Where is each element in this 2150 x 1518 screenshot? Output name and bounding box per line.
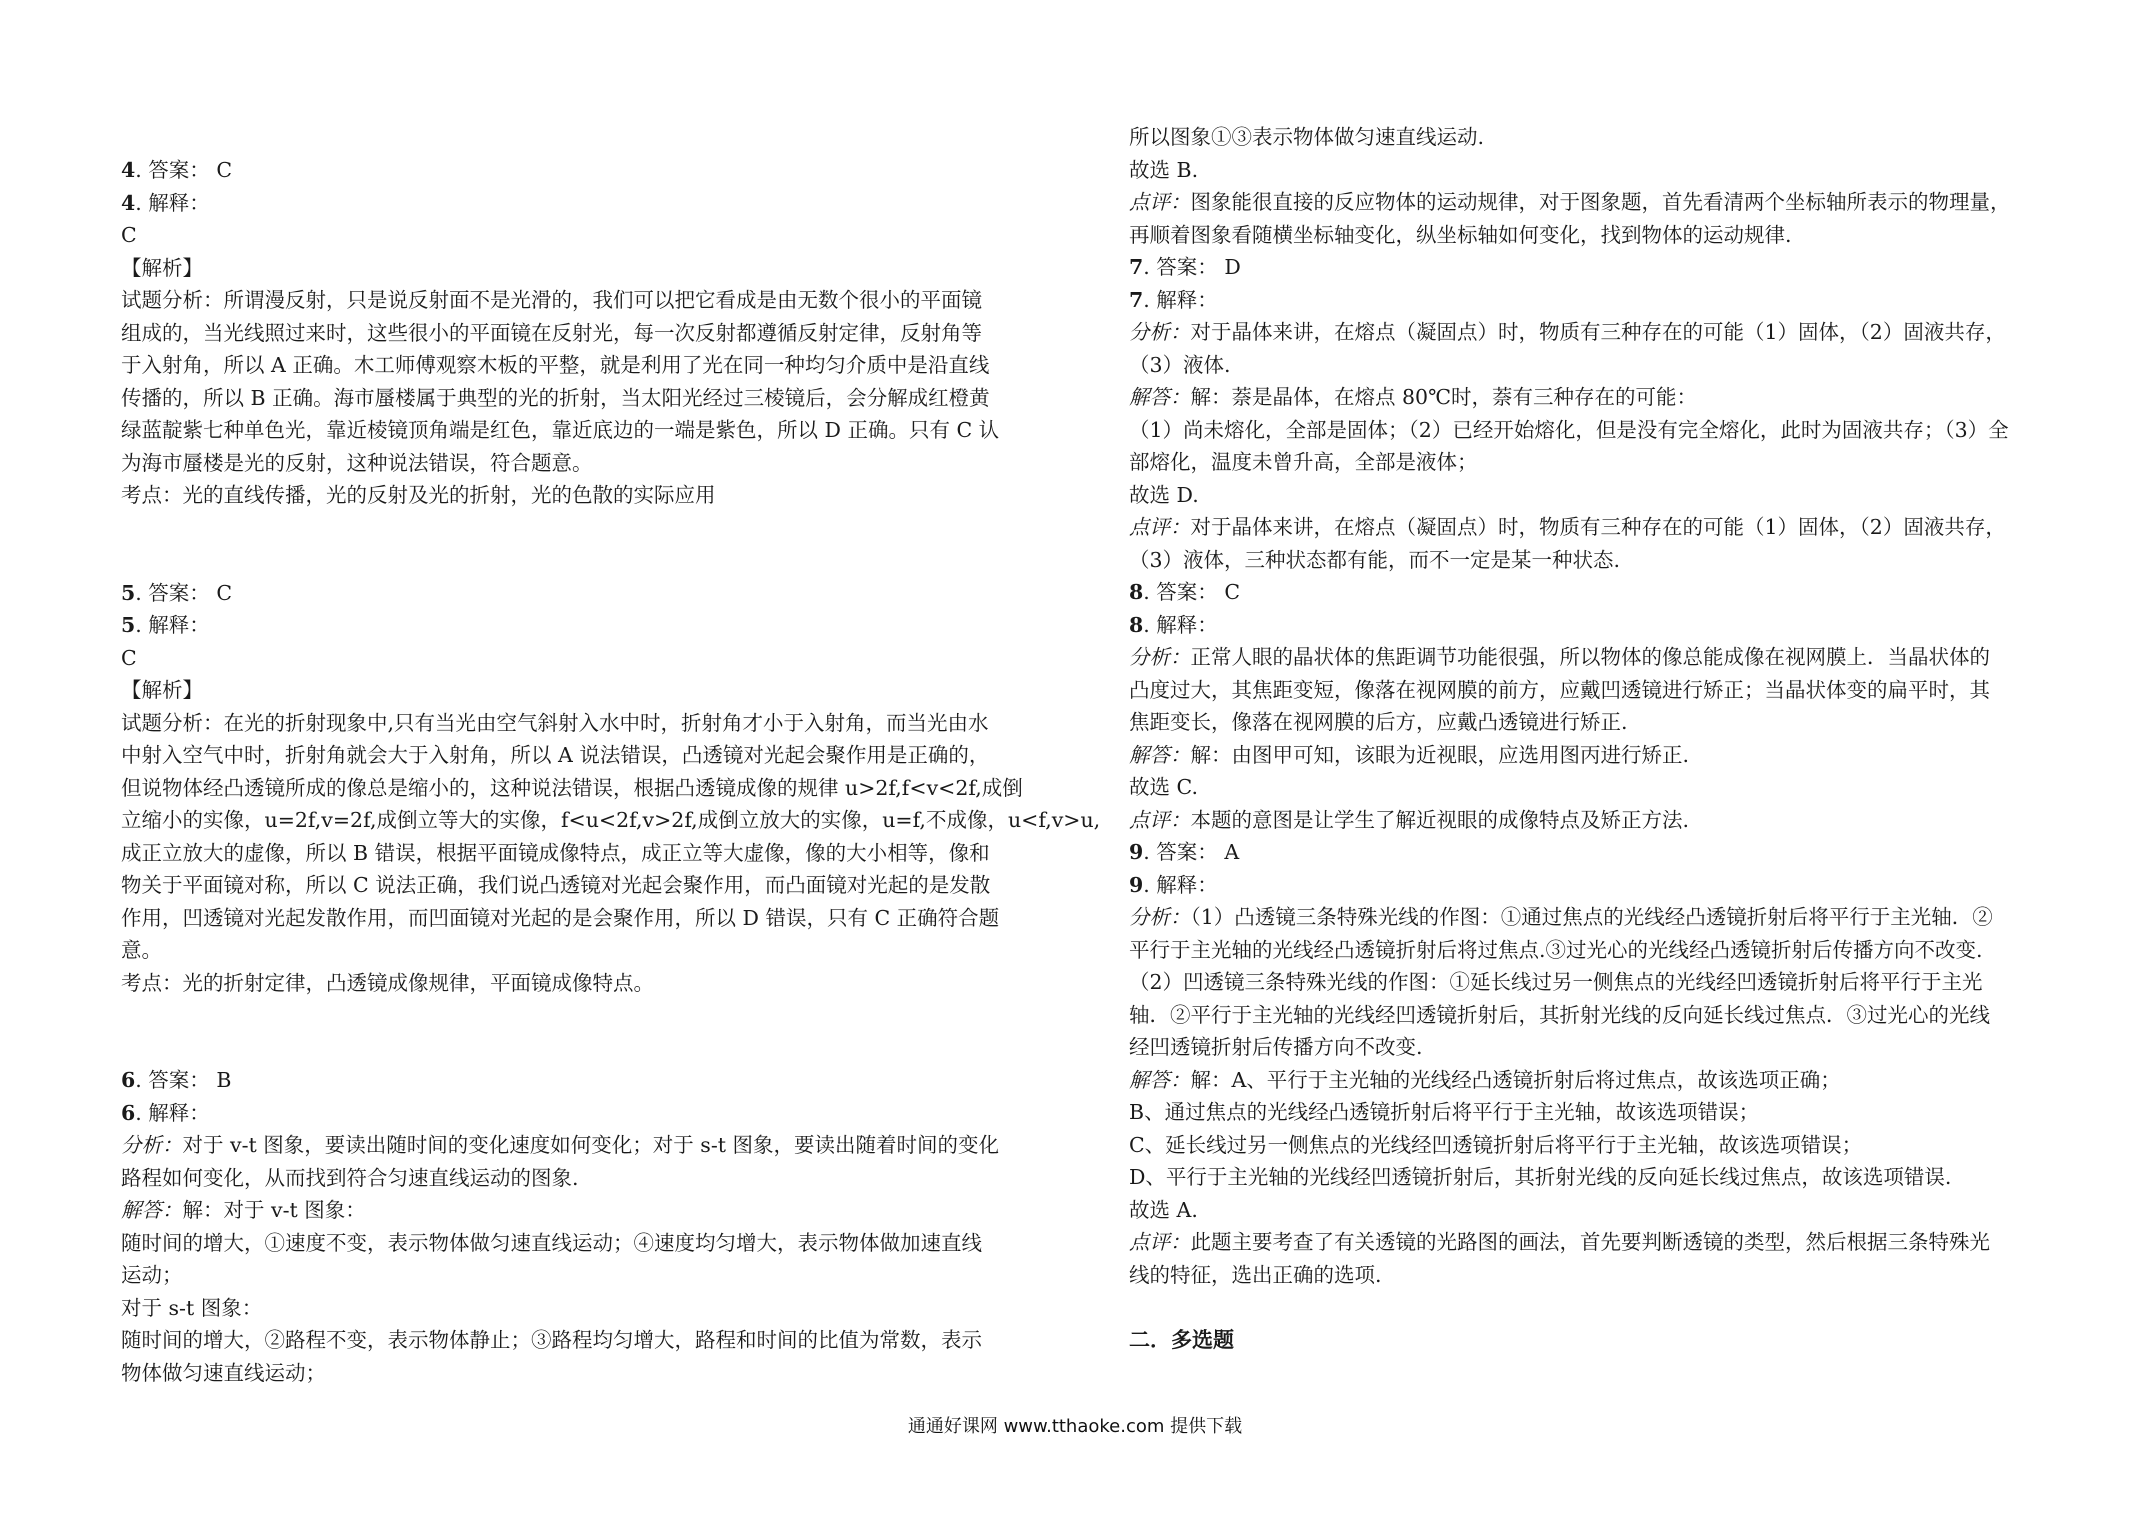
line-text: 正常人眼的晶状体的焦距调节功能很强，所以物体的像总能成像在视网膜上．当晶状体的 xyxy=(1190,645,1990,669)
text-line xyxy=(121,837,1100,870)
section-label: 解答： xyxy=(1129,385,1191,409)
line-text: 对于 v-t 图象，要读出随时间的变化速度如何变化；对于 s-t 图象，要读出随着时间的变化 xyxy=(182,1133,999,1157)
text-line xyxy=(1129,284,2011,317)
blank-line xyxy=(121,512,1100,545)
text-line xyxy=(121,1259,1100,1292)
section-label: 点评： xyxy=(1129,190,1191,214)
line-text: B、通过焦点的光线经凸透镜折射后将平行于主光轴，故该选项错误； xyxy=(1129,1100,1760,1124)
text-line xyxy=(121,1324,1100,1357)
text-line xyxy=(1129,479,2011,512)
line-text: . 答案： B xyxy=(135,1068,232,1092)
text-line xyxy=(121,1227,1100,1260)
text-line xyxy=(1129,576,2011,609)
blank-line xyxy=(121,999,1100,1032)
line-text: 故选 B. xyxy=(1129,157,1199,182)
line-text: 焦距变长，像落在视网膜的后方，应戴凸透镜进行矫正. xyxy=(1129,710,1628,734)
section-label: 分析： xyxy=(1129,905,1191,929)
line-text: 对于晶体来讲，在熔点（凝固点）时，物质有三种存在的可能（1）固体，（2）固液共存， xyxy=(1190,320,2006,344)
text-line xyxy=(1129,544,2011,577)
line-text: . 解释： xyxy=(135,1100,210,1125)
text-line xyxy=(121,479,1100,512)
line-text: 此题主要考查了有关透镜的光路图的画法，首先要判断透镜的类型，然后根据三条特殊光 xyxy=(1190,1230,1990,1254)
text-line xyxy=(121,609,1100,642)
text-line xyxy=(121,869,1100,902)
text-line xyxy=(121,1162,1100,1195)
line-text: 成正立放大的虚像，所以 B 错误，根据平面镜成像特点，成正立等大虚像，像的大小相等，像和 xyxy=(121,840,990,865)
line-text: （1）尚未熔化，全部是固体；（2）已经开始熔化，但是没有完全熔化，此时为固液共存；（3）全 xyxy=(1129,417,2009,442)
question-number: 5 xyxy=(121,613,136,637)
line-text: 但说物体经凸透镜所成的像总是缩小的，这种说法错误，根据凸透镜成像的规律 u>2f,f<v<2f,成倒 xyxy=(121,775,1023,800)
line-text: 对于 s-t 图象： xyxy=(121,1295,263,1320)
line-text: 解：萘是晶体，在熔点 80℃时，萘有三种存在的可能： xyxy=(1190,385,1698,409)
text-line xyxy=(121,382,1100,415)
line-text: （3）液体. xyxy=(1129,352,1231,377)
line-text: 试题分析：在光的折射现象中,只有当光由空气斜射入水中时，折射角才小于入射角，而当光由水 xyxy=(121,710,989,735)
line-text: . 答案： C xyxy=(135,158,232,182)
line-text: 立缩小的实像，u=2f,v=2f,成倒立等大的实像，f<u<2f,v>2f,成倒立放大的实像，u=f,不成像，u<f,v>u, xyxy=(121,808,1101,832)
line-text: 解：对于 v-t 图象： xyxy=(182,1198,366,1222)
text-line xyxy=(1129,1096,2011,1129)
line-text: . 答案： A xyxy=(1143,840,1240,864)
text-line xyxy=(121,674,1100,707)
text-line xyxy=(1129,901,2011,934)
text-line xyxy=(121,1194,1100,1227)
line-text: 随时间的增大，①速度不变，表示物体做匀速直线运动；④速度均匀增大，表示物体做加速直线 xyxy=(121,1230,982,1255)
text-line xyxy=(1129,349,2011,382)
text-line xyxy=(121,1097,1100,1130)
text-line xyxy=(121,1357,1100,1390)
text-line xyxy=(1129,251,2011,284)
question-number: 4 xyxy=(121,158,136,182)
line-text: 凸度过大，其焦距变短，像落在视网膜的前方，应戴凹透镜进行矫正；当晶状体变的扁平时，其 xyxy=(1129,677,1990,702)
line-text: 绿蓝靛紫七种单色光，靠近棱镜顶角端是红色，靠近底边的一端是紫色，所以 D 正确。只有 C 认 xyxy=(121,418,1000,442)
text-line xyxy=(121,252,1100,285)
page-footer: 通通好课网 www.tthaoke.com 提供下载 xyxy=(907,1416,1243,1437)
text-line xyxy=(1129,316,2011,349)
line-text: . 解释： xyxy=(1143,872,1218,897)
question-number: 5 xyxy=(121,580,136,605)
right-column xyxy=(1129,121,2011,1356)
question-number: 7 xyxy=(1129,287,1144,312)
text-line xyxy=(1129,414,2011,447)
line-text: D、平行于主光轴的光线经凹透镜折射后，其折射光线的反向延长线过焦点，故该选项错误. xyxy=(1129,1165,1952,1189)
line-text: （1）凸透镜三条特殊光线的作图：①通过焦点的光线经凸透镜折射后将平行于主光轴．② xyxy=(1190,905,1993,929)
text-line xyxy=(121,284,1100,317)
question-number: 8 xyxy=(1129,580,1144,604)
text-line xyxy=(1129,869,2011,902)
blank-line xyxy=(1129,1291,2011,1324)
blank-line xyxy=(121,544,1100,577)
text-line xyxy=(1129,1031,2011,1064)
text-line xyxy=(121,1292,1100,1325)
line-text: 传播的，所以 B 正确。海市蜃楼属于典型的光的折射，当太阳光经过三棱镜后，会分解成红橙黄 xyxy=(121,385,990,410)
line-text: 于入射角，所以 A 正确。木工师傅观察木板的平整，就是利用了光在同一种均匀介质中是沿直线 xyxy=(121,353,990,377)
text-line xyxy=(1129,706,2011,739)
line-text: 轴．②平行于主光轴的光线经凹透镜折射后，其折射光线的反向延长线过焦点．③过光心的光线 xyxy=(1129,1002,1990,1027)
text-line xyxy=(1129,934,2011,967)
text-line xyxy=(121,1129,1100,1162)
line-text: （2）凹透镜三条特殊光线的作图：①延长线过另一侧焦点的光线经凹透镜折射后将平行于主光 xyxy=(1129,970,1983,994)
section-label: 分析： xyxy=(121,1133,183,1157)
line-text: . 答案： C xyxy=(135,580,232,605)
line-text: 物体做匀速直线运动； xyxy=(121,1360,326,1385)
line-text: 故选 D. xyxy=(1129,482,1199,507)
text-line xyxy=(1129,836,2011,869)
line-text: 组成的，当光线照过来时，这些很小的平面镜在反射光，每一次反射都遵循反射定律，反射角等 xyxy=(121,320,982,345)
text-line xyxy=(1129,1226,2011,1259)
text-line xyxy=(121,447,1100,480)
line-text: 作用，凹透镜对光起发散作用，而凹面镜对光起的是会聚作用，所以 D 错误，只有 C 正确符合题 xyxy=(121,905,1000,930)
text-line xyxy=(1129,1161,2011,1194)
line-text: 中射入空气中时，折射角就会大于入射角，所以 A 说法错误，凸透镜对光起会聚作用是正确的， xyxy=(121,743,990,767)
text-line xyxy=(1129,1129,2011,1162)
text-line xyxy=(121,934,1100,967)
blank-line xyxy=(121,1032,1100,1065)
text-line xyxy=(1129,154,2011,187)
line-text: 运动； xyxy=(121,1263,183,1287)
text-line xyxy=(121,642,1100,675)
question-number: 9 xyxy=(1129,840,1144,864)
text-line xyxy=(1129,999,2011,1032)
line-text: 解：A、平行于主光轴的光线经凸透镜折射后将过焦点，故该选项正确； xyxy=(1190,1067,1841,1092)
line-text: 平行于主光轴的光线经凸透镜折射后将过焦点.③过光心的光线经凸透镜折射后传播方向不改变. xyxy=(1129,937,1983,962)
line-text: 解：由图甲可知，该眼为近视眼，应选用图丙进行矫正. xyxy=(1190,742,1690,767)
line-text: 再顺着图象看随横坐标轴变化，纵坐标轴如何变化，找到物体的运动规律. xyxy=(1129,222,1792,247)
line-text: C、延长线过另一侧焦点的光线经凹透镜折射后将平行于主光轴，故该选项错误； xyxy=(1129,1132,1863,1157)
section-heading-text: 二．多选题 xyxy=(1129,1326,1234,1352)
line-text: 意。 xyxy=(121,938,162,962)
line-text: （3）液体，三种状态都有能，而不一定是某一种状态. xyxy=(1129,547,1621,572)
left-column xyxy=(121,154,1100,1389)
line-text: 物关于平面镜对称，所以 C 说法正确，我们说凸透镜对光起会聚作用，而凸面镜对光起的是发散 xyxy=(121,873,991,897)
line-text: . 解释： xyxy=(135,190,210,215)
text-line xyxy=(1129,739,2011,772)
text-line xyxy=(1129,219,2011,252)
text-line xyxy=(1129,641,2011,674)
text-line xyxy=(1129,1064,2011,1097)
text-line xyxy=(1129,609,2011,642)
text-line xyxy=(121,187,1100,220)
text-line xyxy=(1129,771,2011,804)
text-line xyxy=(1129,1194,2011,1227)
text-line xyxy=(121,739,1100,772)
line-text: 线的特征，选出正确的选项. xyxy=(1129,1262,1382,1287)
line-text: 试题分析：所谓漫反射，只是说反射面不是光滑的，我们可以把它看成是由无数个很小的平面镜 xyxy=(121,288,982,312)
text-line xyxy=(1129,511,2011,544)
line-text: 图象能很直接的反应物体的运动规律，对于图象题，首先看清两个坐标轴所表示的物理量， xyxy=(1190,190,2011,214)
line-text: . 解释： xyxy=(1143,287,1218,312)
text-line xyxy=(121,414,1100,447)
line-text: 路程如何变化，从而找到符合匀速直线运动的图象. xyxy=(121,1165,579,1190)
line-text: . 解释： xyxy=(135,613,210,637)
text-line xyxy=(121,577,1100,610)
line-text: . 答案： D xyxy=(1143,255,1241,279)
line-text: 本题的意图是让学生了解近视眼的成像特点及矫正方法. xyxy=(1190,807,1690,832)
text-line xyxy=(121,317,1100,350)
question-number: 6 xyxy=(121,1100,136,1125)
line-text: 对于晶体来讲，在熔点（凝固点）时，物质有三种存在的可能（1）固体，（2）固液共存， xyxy=(1190,515,2006,539)
section-label: 解答： xyxy=(1129,1067,1191,1092)
line-text: 经凹透镜折射后传播方向不改变. xyxy=(1129,1035,1423,1059)
text-line xyxy=(121,967,1100,1000)
line-text: 考点：光的折射定律，凸透镜成像规律，平面镜成像特点。 xyxy=(121,970,654,995)
question-number: 9 xyxy=(1129,872,1144,897)
line-text: 部熔化，温度未曾升高，全部是液体； xyxy=(1129,450,1478,474)
text-line xyxy=(1129,966,2011,999)
section-label: 分析： xyxy=(1129,645,1191,669)
text-line xyxy=(121,804,1100,837)
line-text: . 答案： C xyxy=(1143,580,1240,604)
text-line xyxy=(1129,121,2011,154)
section-label: 解答： xyxy=(121,1198,183,1222)
line-text: 所以图象①③表示物体做匀速直线运动. xyxy=(1129,125,1485,149)
text-line xyxy=(121,1064,1100,1097)
line-text: C xyxy=(121,223,137,247)
line-text: 考点：光的直线传播，光的反射及光的折射，光的色散的实际应用 xyxy=(121,483,716,507)
section-label: 点评： xyxy=(1129,1230,1191,1254)
text-line xyxy=(121,349,1100,382)
section-label: 分析： xyxy=(1129,320,1191,344)
text-line xyxy=(121,772,1100,805)
text-line xyxy=(121,154,1100,187)
section-label: 解答： xyxy=(1129,742,1191,767)
question-number: 8 xyxy=(1129,612,1144,637)
text-line xyxy=(1129,186,2011,219)
question-number: 7 xyxy=(1129,255,1144,279)
text-line xyxy=(1129,446,2011,479)
line-text: 【解析】 xyxy=(121,255,203,280)
line-text: C xyxy=(121,645,137,670)
line-text: 故选 A. xyxy=(1129,1197,1198,1222)
text-line xyxy=(1129,381,2011,414)
text-line xyxy=(121,707,1100,740)
section-heading xyxy=(1129,1324,2011,1357)
line-text: 【解析】 xyxy=(121,678,203,702)
text-line xyxy=(1129,804,2011,837)
question-number: 6 xyxy=(121,1068,136,1092)
section-label: 点评： xyxy=(1129,515,1191,539)
text-line xyxy=(121,902,1100,935)
section-label: 点评： xyxy=(1129,807,1191,832)
text-line xyxy=(121,219,1100,252)
question-number: 4 xyxy=(121,190,136,215)
line-text: 故选 C. xyxy=(1129,775,1198,799)
line-text: . 解释： xyxy=(1143,612,1218,637)
text-line xyxy=(1129,1259,2011,1292)
text-line xyxy=(1129,674,2011,707)
line-text: 随时间的增大，②路程不变，表示物体静止；③路程均匀增大，路程和时间的比值为常数，表示 xyxy=(121,1328,982,1352)
line-text: 为海市蜃楼是光的反射，这种说法错误，符合题意。 xyxy=(121,450,593,475)
